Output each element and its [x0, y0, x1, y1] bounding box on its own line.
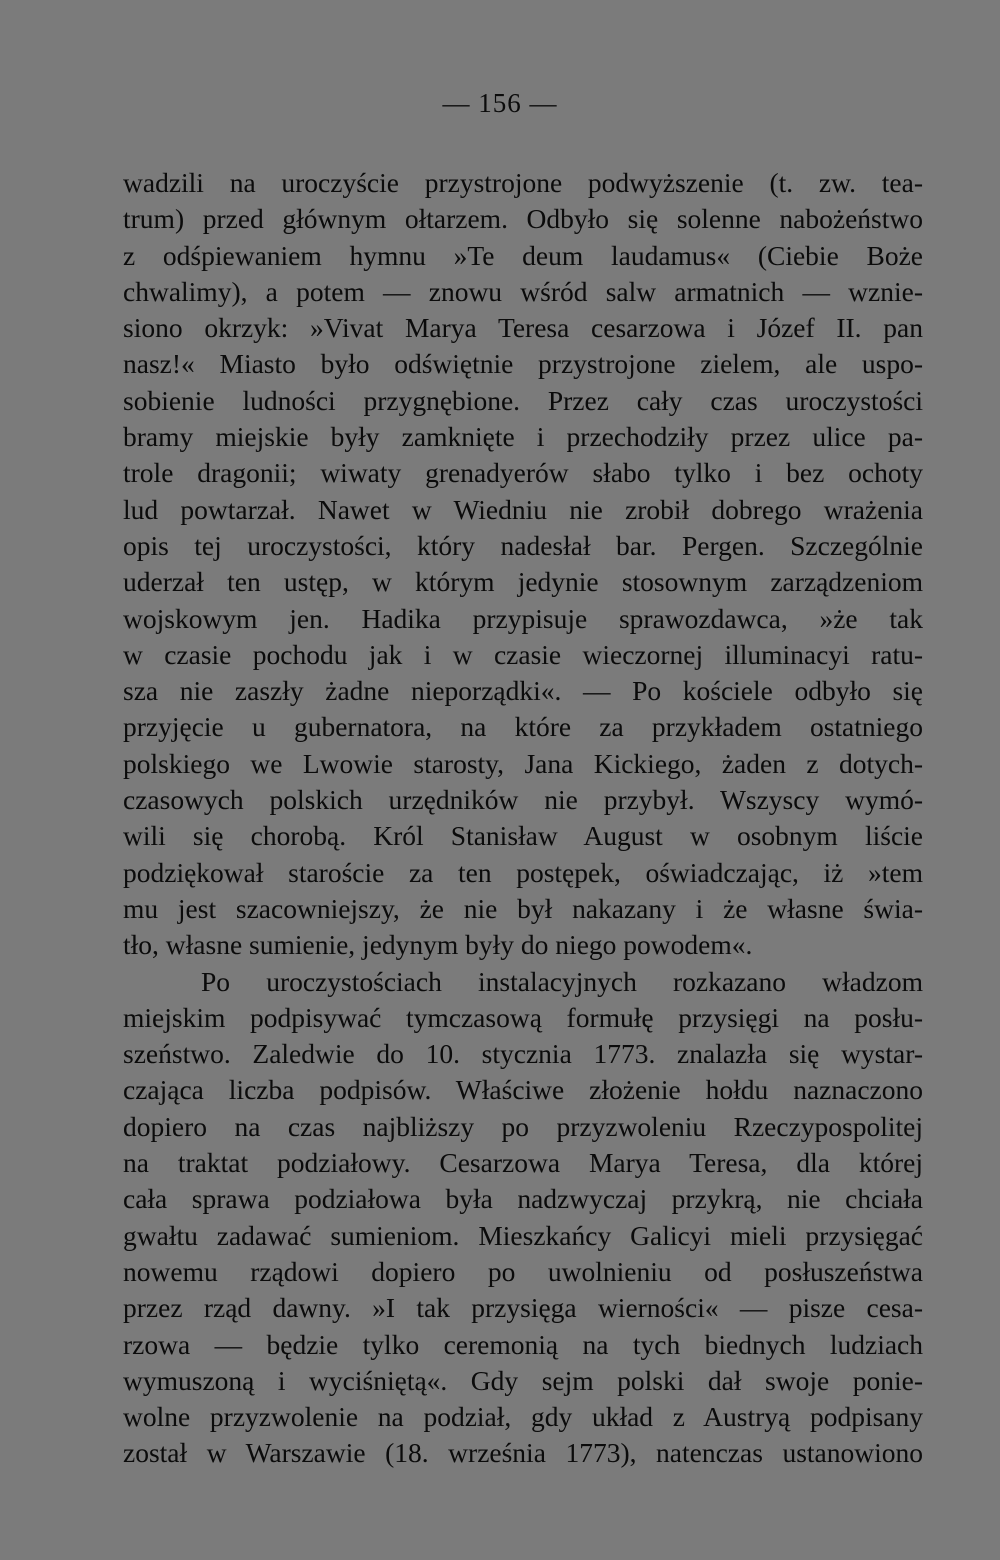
page-number: — 156 —: [442, 88, 558, 118]
text-line: bramy miejskie były zamknięte i przechodziły przez ulice pa-: [123, 421, 923, 453]
text-line: czająca liczba podpisów. Właściwe złożenie hołdu naznaczono: [123, 1074, 923, 1106]
text-line: cała sprawa podziałowa była nadzwyczaj przykrą, nie chciała: [123, 1183, 923, 1215]
text-line: wadzili na uroczyście przystrojone podwyższenie (t. zw. tea-: [123, 167, 923, 198]
text-line: czasowych polskich urzędników nie przybył. Wszyscy wymó-: [123, 784, 923, 816]
paragraph-end-line: tło, własne sumienie, jedynym były do niego powodem«.: [123, 929, 753, 961]
text-line: nowemu rządowi dopiero po uwolnieniu od posłuszeństwa: [123, 1255, 923, 1287]
text-line: wolne przyzwolenie na podział, gdy układ z Austryą podpisany: [123, 1401, 923, 1433]
text-line: został w Warszawie (18. września 1773), natenczas ustanowiono: [123, 1437, 923, 1469]
text-line: lud powtarzał. Nawet w Wiedniu nie zrobił dobrego wrażenia: [123, 493, 923, 525]
text-line: trum) przed głównym ołtarzem. Odbyło się solenne nabożeństwo: [123, 203, 923, 235]
text-line: trole dragonii; wiwaty grenadyerów słabo tylko i bez ochoty: [123, 457, 923, 489]
text-line: nasz!« Miasto było odświętnie przystrojone zielem, ale uspo-: [123, 348, 923, 380]
text-line: szeństwo. Zaledwie do 10. stycznia 1773. znalazła się wystar-: [123, 1038, 923, 1070]
text-line: przyjęcie u gubernatora, na które za przykładem ostatniego: [123, 711, 923, 743]
text-line: sobienie ludności przygnębione. Przez cały czas uroczystości: [123, 384, 923, 416]
text-line: w czasie pochodu jak i w czasie wieczornej illuminacyi ratu-: [123, 638, 923, 670]
text-line: na traktat podziałowy. Cesarzowa Marya Teresa, dla której: [123, 1147, 923, 1179]
text-line: dopiero na czas najbliższy po przyzwoleniu Rzeczypospolitej: [123, 1110, 923, 1142]
text-line: siono okrzyk: »Vivat Marya Teresa cesarzowa i Józef II. pan: [123, 312, 923, 344]
text-line: przez rząd dawny. »I tak przysięga wierności« — pisze cesa-: [123, 1292, 923, 1324]
text-line: uderzał ten ustęp, w którym jedynie stosownym zarządzeniom: [123, 566, 923, 598]
text-line: rzowa — będzie tylko ceremonią na tych biednych ludziach: [123, 1328, 923, 1360]
text-line: chwalimy), a potem — znowu wśród salw armatnich — wznie-: [123, 275, 923, 307]
text-line: z odśpiewaniem hymnu »Te deum laudamus« (Ciebie Boże: [123, 239, 923, 271]
text-line: wili się chorobą. Król Stanisław August w osobnym liście: [123, 820, 923, 852]
body-text: [123, 165, 923, 1472]
text-line: polskiego we Lwowie starosty, Jana Kickiego, żaden z dotych-: [123, 747, 923, 779]
text-line: wojskowym jen. Hadika przypisuje sprawozdawca, »że tak: [123, 602, 923, 634]
text-line: sza nie zaszły żadne nieporządki«. — Po kościele odbyło się: [123, 675, 923, 707]
text-line: gwałtu zadawać sumieniom. Mieszkańcy Galicyi mieli przysięgać: [123, 1219, 923, 1251]
text-line: wymuszoną i wyciśniętą«. Gdy sejm polski dał swoje ponie-: [123, 1364, 923, 1396]
text-line: opis tej uroczystości, który nadesłał bar. Pergen. Szczególnie: [123, 529, 923, 561]
text-line: miejskim podpisywać tymczasową formułę przysięgi na posłu-: [123, 1001, 923, 1033]
text-line: podziękował staroście za ten postępek, oświadczając, iż »tem: [123, 856, 923, 888]
text-line: mu jest szacowniejszy, że nie był nakazany i że własne świa-: [123, 892, 923, 924]
paragraph-start-line: Po uroczystościach instalacyjnych rozkazano władzom: [201, 965, 923, 997]
